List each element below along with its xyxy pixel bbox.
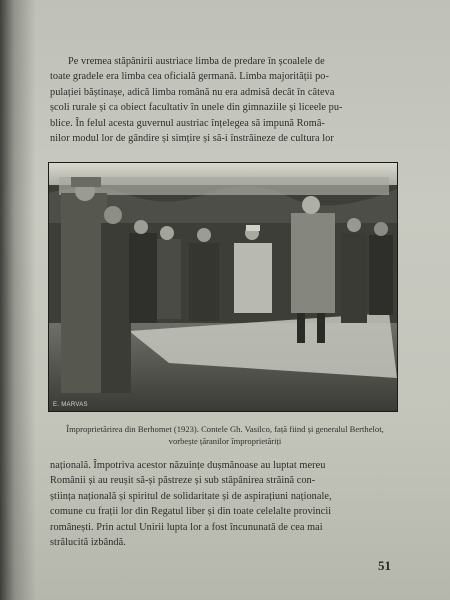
photo-caption: Împroprietărirea din Berhomet (1923). Contele Gh. Vasilco, față fiind și generalul Berthelot, vorbește țăranilor împroprietăriți: [66, 424, 384, 446]
paragraph-line: toate gradele era limba cea oficială germană. Limba majorității po-: [50, 71, 329, 83]
paragraph-line: blice. În felul acesta guvernul austriac înțelegea să impună Româ-: [50, 117, 325, 129]
photo-credit: E. MARVAS: [53, 402, 88, 408]
paragraph-line: pulației băștinașe, adică limba română nu era admisă decât în câteva: [50, 86, 335, 98]
paragraph-line: știința națională și spiritul de solidaritate și de aspirațiuni naționale,: [50, 490, 332, 502]
paragraph-line: nilor modul lor de gândire și simțire și să-i înstrăineze de cultura lor: [50, 133, 334, 145]
paragraph-line: românești. Prin actul Unirii lupta lor a fost încununată de cea mai: [50, 521, 323, 533]
photograph-of-crowd-outdoors: [49, 163, 397, 411]
paragraph-line: strălucită izbândă.: [50, 537, 126, 549]
paragraph-line: națională. Împotriva acestor năzuințe dușmănoase au luptat mereu: [50, 460, 326, 471]
page-number: 51: [378, 558, 391, 573]
paragraph-line: Românii și au reușit să-și păstreze și sub stăpânirea străină con-: [50, 475, 316, 487]
paragraph-line: Pe vremea stăpânirii austriace limba de predare în școalele de: [68, 56, 325, 67]
bottom-paragraph: [50, 458, 398, 550]
photograph: [48, 162, 398, 412]
paragraph-line: școli rurale și ca obiect facultativ în unele din gimnaziile și liceele pu-: [50, 102, 343, 114]
binding-shadow: [0, 0, 36, 600]
paragraph-line: comune cu frații lor din Regatul liber și din toate celelalte provincii: [50, 506, 332, 518]
top-paragraph: [50, 54, 398, 146]
